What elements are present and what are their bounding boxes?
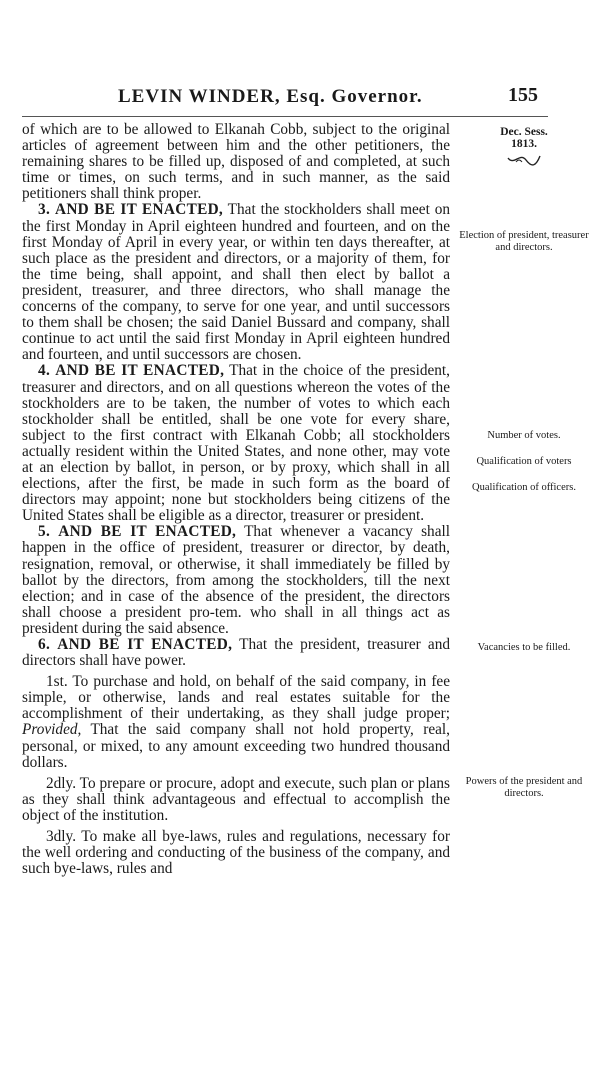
- section-text: That in the choice of the president, treasurer and directors, and on all questions whereon the votes of the stockholders are to be taken, the number of votes to which each stockholder shall be entitled, shall be one vote for every share, subject to the first contract with Elkanah Cobb; all stockholders actually resident within the United States, and none other, may vote at an election by ballot, in person, or by proxy, which shall in all elections, after the first, be made in such form as the board of directors may appoint; none but stockholders being citizens of the United States shall be eligible as a director, treasurer or president.: [22, 362, 451, 525]
- session-note: [454, 126, 594, 168]
- section-3: [22, 202, 450, 363]
- power-item-2: 2dly. To prepare or procure, adopt and execute, such plan or plans as they shall think advantageous and effectual to accomplish the object of the institution.: [22, 774, 450, 824]
- section-number: 5.: [38, 523, 51, 541]
- enacting-clause: AND BE IT ENACTED,: [58, 523, 237, 541]
- note-powers: Powers of the president and directors.: [465, 776, 583, 799]
- note-qualification-officers: Qualification of officers.: [472, 482, 576, 493]
- enacting-clause: AND BE IT ENACTED,: [55, 362, 225, 380]
- power-item-3: 3dly. To make all bye-laws, rules and regulations, necessary for the well ordering and conducting of the business of the company, and such bye-laws, rules and: [22, 828, 450, 878]
- section-6: [22, 637, 450, 669]
- act-body: [22, 122, 450, 877]
- note-qualification-voters: Qualification of voters: [476, 456, 572, 467]
- flourish-ornament: [506, 152, 542, 168]
- section-5: [22, 524, 450, 637]
- note-votes: Number of votes.: [487, 430, 561, 441]
- power-item-1: [22, 674, 450, 771]
- section-text: That the president, treasurer and directors shall have power.: [22, 636, 450, 670]
- item-text: 1st. To purchase and hold, on behalf of the said company, in fee simple, or otherwise, lands and real estates suitable for the accomplishment of their undertaking, as they shall judge proper;: [22, 673, 450, 723]
- note-election: Election of president, treasurer and directors.: [459, 230, 589, 253]
- session-year: 1813.: [511, 138, 537, 150]
- page-number: 155: [508, 84, 538, 106]
- enacting-clause: AND BE IT ENACTED,: [54, 201, 224, 219]
- enacting-clause: AND BE IT ENACTED,: [57, 636, 233, 653]
- running-head: LEVIN WINDER, Esq. Governor.: [118, 86, 423, 107]
- section-number: 4.: [38, 362, 51, 380]
- section-number: 6.: [38, 636, 51, 653]
- page-header: [0, 86, 600, 112]
- section-text: That whenever a vacancy shall happen in the office of president, treasurer or director, by death, resignation, removal, or otherwise, it shall immediately be filled by ballot by the directors, from among the stockholders, till the next election; and in case of the absence of the president, the directors shall choose a president pro-tem. who shall in all things act as president during the said absence.: [22, 523, 450, 637]
- note-vacancies: Vacancies to be filled.: [477, 642, 571, 653]
- session-label: Dec. Sess.: [500, 126, 548, 138]
- section-4: [22, 363, 450, 524]
- paragraph-continuation: of which are to be allowed to Elkanah Cobb, subject to the original articles of agreement between him and the other petitioners, the remaining shares to be filled up, disposed of and completed, at such time or times, on such terms, and in such manner, as the said petitioners shall think proper.: [22, 121, 450, 203]
- section-text: That the stockholders shall meet on the first Monday in April eighteen hundred and fourteen, and on the first Monday of April in every year, or within ten days thereafter, at such place as the president and directors, or a majority of them, for the time being, shall appoint, and shall then elect by ballot a president, treasurer, and three directors, who shall manage the concerns of the company, to serve for one year, and until successors to them shall be chosen; the said Daniel Bussard and company, shall continue to act until the said first Monday in April eighteen hundred and fourteen, and until successors are chosen.: [22, 201, 451, 364]
- header-rule: [22, 116, 548, 117]
- provided-clause: Provided,: [22, 721, 82, 739]
- item-text-rest: That the said company shall not hold property, real, personal, or mixed, to any amount exceeding two hundred thousand dollars.: [22, 721, 450, 771]
- section-number: 3.: [38, 201, 51, 219]
